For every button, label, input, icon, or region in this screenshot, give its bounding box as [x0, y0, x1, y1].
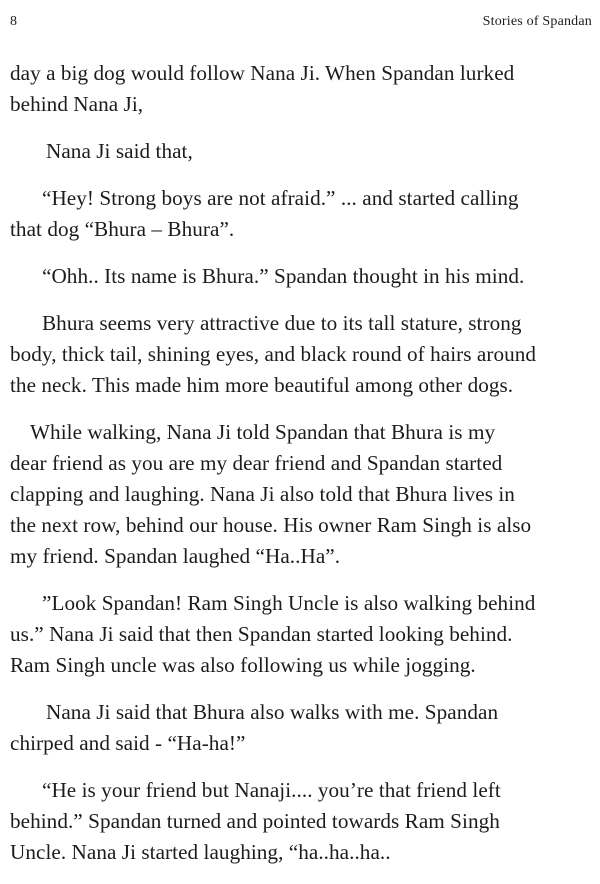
text-line: Ram Singh uncle was also following us while jogging. — [10, 653, 476, 677]
page-body — [10, 58, 590, 884]
text-line: clapping and laughing. Nana Ji also told that Bhura lives in — [10, 482, 515, 506]
text-line: While walking, Nana Ji told Spandan that Bhura is my — [30, 420, 496, 444]
text-line: Nana Ji said that, — [46, 139, 193, 163]
text-line: behind.” Spandan turned and pointed towards Ram Singh — [10, 809, 500, 833]
text-line: ”Look Spandan! Ram Singh Uncle is also walking behind — [42, 591, 536, 615]
paragraph-3 — [10, 183, 590, 245]
paragraph-2 — [10, 136, 590, 167]
paragraph-6 — [10, 417, 590, 572]
text-line: “Hey! Strong boys are not afraid.” ... and started calling — [42, 186, 519, 210]
page-header — [10, 14, 592, 36]
text-line: body, thick tail, shining eyes, and black round of hairs around — [10, 342, 537, 366]
text-line: “Ohh.. Its name is Bhura.” Spandan thought in his mind. — [42, 264, 525, 288]
paragraph-9 — [10, 775, 590, 868]
text-line: dear friend as you are my dear friend and Spandan started — [10, 451, 503, 475]
text-line: chirped and said - “Ha-ha!” — [10, 731, 246, 755]
text-line: behind Nana Ji, — [10, 92, 144, 116]
paragraph-5 — [10, 308, 590, 401]
text-line: Nana Ji said that Bhura also walks with me. Spandan — [46, 700, 499, 724]
text-line: my friend. Spandan laughed “Ha..Ha”. — [10, 544, 341, 568]
text-line: “He is your friend but Nanaji.... you’re that friend left — [42, 778, 501, 802]
text-line: Bhura seems very attractive due to its tall stature, strong — [42, 311, 522, 335]
text-line: the neck. This made him more beautiful among other dogs. — [10, 373, 514, 397]
paragraph-8 — [10, 697, 590, 759]
paragraph-4 — [10, 261, 590, 292]
paragraph-7 — [10, 588, 590, 681]
page-number: 8 — [10, 14, 18, 29]
text-line: day a big dog would follow Nana Ji. When Spandan lurked — [10, 61, 515, 85]
running-title: Stories of Spandan — [482, 14, 592, 29]
text-line: the next row, behind our house. His owner Ram Singh is also — [10, 513, 532, 537]
paragraph-1 — [10, 58, 590, 120]
text-line: us.” Nana Ji said that then Spandan started looking behind. — [10, 622, 513, 646]
text-line: that dog “Bhura – Bhura”. — [10, 217, 235, 241]
text-line: Uncle. Nana Ji started laughing, “ha..ha..ha.. — [10, 840, 391, 864]
